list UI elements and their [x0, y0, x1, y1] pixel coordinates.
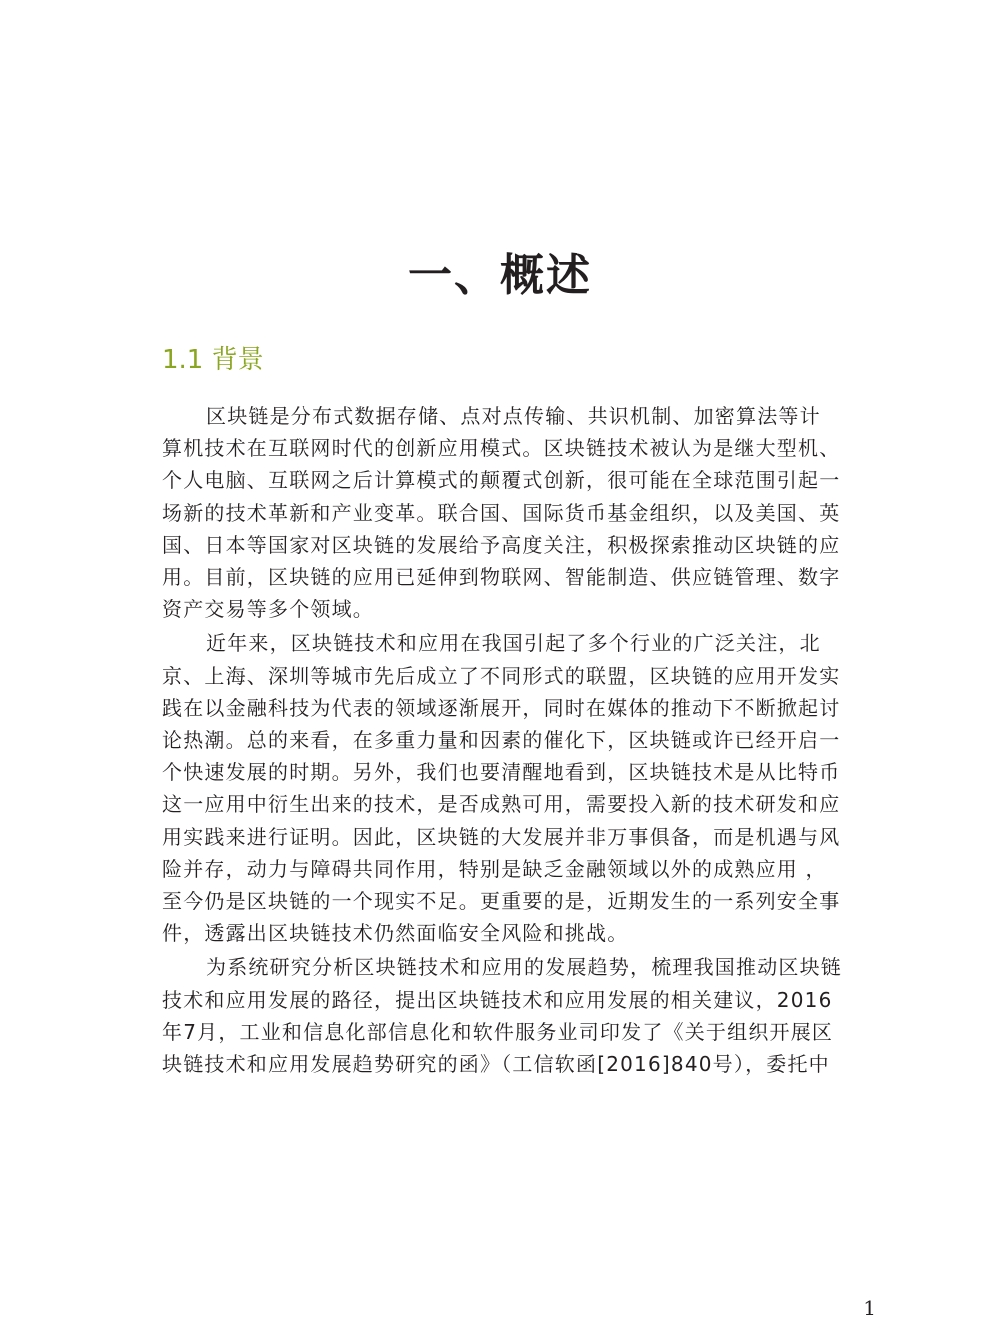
paragraph-line: 用实践来进行证明。因此，区块链的大发展并非万事俱备，而是机遇与风 — [162, 824, 841, 849]
section-heading: 1.1 背景 — [162, 345, 264, 375]
paragraph-line: 国、日本等国家对区块链的发展给予高度关注，积极探索推动区块链的应 — [162, 532, 841, 557]
paragraph-3 — [162, 951, 872, 1080]
paragraph-line: 用。目前，区块链的应用已延伸到物联网、智能制造、供应链管理、数字 — [162, 565, 841, 590]
paragraph-2 — [162, 627, 872, 949]
page-number: 1 — [863, 1296, 876, 1320]
paragraph-line: 场新的技术革新和产业变革。联合国、国际货币基金组织，以及美国、英 — [162, 500, 841, 525]
paragraph-line: 践在以金融科技为代表的领域逐渐展开，同时在媒体的推动下不断掀起讨 — [162, 695, 841, 720]
paragraph-line: 近年来，区块链技术和应用在我国引起了多个行业的广泛关注，北 — [206, 631, 821, 656]
paragraph-line: 这一应用中衍生出来的技术，是否成熟可用，需要投入新的技术研发和应 — [162, 792, 841, 817]
chapter-title: 一、概述 — [408, 250, 592, 301]
paragraph-line: 个人电脑、互联网之后计算模式的颠覆式创新，很可能在全球范围引起一 — [162, 468, 841, 493]
paragraph-line: 年7月，工业和信息化部信息化和软件服务业司印发了《关于组织开展区 — [162, 1019, 834, 1044]
paragraph-line: 件，透露出区块链技术仍然面临安全风险和挑战。 — [162, 921, 629, 946]
paragraph-line: 算机技术在互联网时代的创新应用模式。区块链技术被认为是继大型机、 — [162, 436, 841, 461]
paragraph-line: 险并存，动力与障碍共同作用，特别是缺乏金融领域以外的成熟应用 ， — [162, 856, 827, 881]
paragraph-1 — [162, 400, 872, 625]
paragraph-line: 块链技术和应用发展趋势研究的函》（工信软函[2016]840号），委托中 — [162, 1052, 830, 1077]
paragraph-line: 资产交易等多个领域。 — [162, 597, 374, 622]
paragraph-line: 为系统研究分析区块链技术和应用的发展趋势，梳理我国推动区块链 — [206, 955, 842, 980]
paragraph-line: 区块链是分布式数据存储、点对点传输、共识机制、加密算法等计 — [206, 404, 821, 428]
body-text — [162, 400, 872, 1082]
paragraph-line: 至今仍是区块链的一个现实不足。更重要的是，近期发生的一系列安全事 — [162, 889, 841, 914]
paragraph-line: 技术和应用发展的路径，提出区块链技术和应用发展的相关建议，2016 — [162, 987, 833, 1012]
paragraph-line: 论热潮。总的来看，在多重力量和因素的催化下，区块链或许已经开启一 — [162, 728, 841, 753]
paragraph-line: 京、上海、深圳等城市先后成立了不同形式的联盟，区块链的应用开发实 — [162, 663, 841, 688]
paragraph-line: 个快速发展的时期。另外，我们也要清醒地看到，区块链技术是从比特币 — [162, 760, 841, 785]
